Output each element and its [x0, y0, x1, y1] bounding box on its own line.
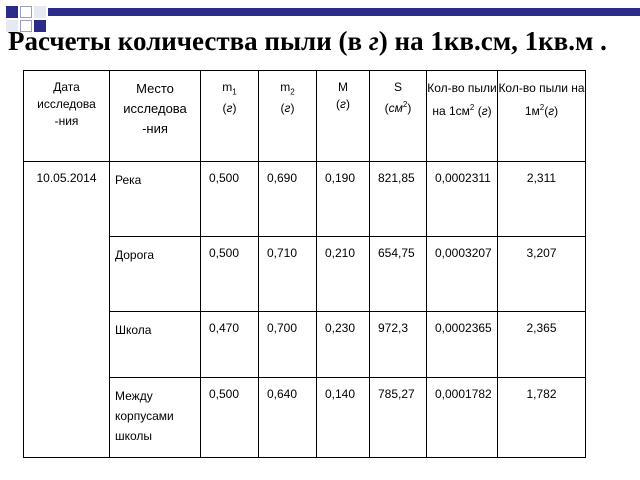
header-S: S $(см^2)$: [370, 71, 427, 162]
S-cell: 821,85: [370, 162, 427, 237]
M-cell: 0,210: [317, 237, 370, 312]
m1-cell: 0,500: [201, 237, 259, 312]
table-row: [24, 162, 586, 237]
header-dust-per-cm: Кол-во пыли на $1см^2$ (г): [427, 71, 498, 162]
per-m-cell: 2,311: [498, 162, 586, 237]
decor-square: [6, 6, 18, 18]
M-cell: 0,190: [317, 162, 370, 237]
place-cell: Дорога: [110, 237, 201, 312]
per-cm-cell: 0,0003207: [427, 237, 498, 312]
slide-title: [8, 26, 636, 57]
m2-cell: 0,640: [259, 378, 317, 458]
S-cell: 785,27: [370, 378, 427, 458]
m2-cell: 0,690: [259, 162, 317, 237]
header-row: [24, 71, 586, 162]
header-M: M (г): [317, 71, 370, 162]
decor-square: [34, 6, 46, 18]
decor-square: [20, 6, 32, 18]
title-suffix: ) на 1кв.см, 1кв.м .: [378, 26, 607, 56]
header-m2: $m_2$ (г): [259, 71, 317, 162]
title-unit: г: [368, 26, 379, 56]
header-date: Дата исследова -ния: [24, 71, 110, 162]
per-m-cell: 1,782: [498, 378, 586, 458]
per-m-cell: 2,365: [498, 312, 586, 378]
M-cell: 0,230: [317, 312, 370, 378]
m1-cell: 0,470: [201, 312, 259, 378]
m1-cell: 0,500: [201, 162, 259, 237]
M-cell: 0,140: [317, 378, 370, 458]
per-cm-cell: 0,0001782: [427, 378, 498, 458]
date-cell: 10.05.2014: [24, 162, 110, 458]
per-m-cell: 3,207: [498, 237, 586, 312]
place-cell: Между корпусами школы: [110, 378, 201, 458]
place-cell: Школа: [110, 312, 201, 378]
per-cm-cell: 0,0002311: [427, 162, 498, 237]
S-cell: 654,75: [370, 237, 427, 312]
header-place: Место исследова -ния: [110, 71, 201, 162]
m1-cell: 0,500: [201, 378, 259, 458]
top-bar: [48, 8, 640, 16]
dust-table: [23, 70, 586, 458]
m2-cell: 0,700: [259, 312, 317, 378]
m2-cell: 0,710: [259, 237, 317, 312]
per-cm-cell: 0,0002365: [427, 312, 498, 378]
header-dust-per-m: Кол-во пыли на $1м^2(г)$: [498, 71, 586, 162]
S-cell: 972,3: [370, 312, 427, 378]
place-cell: Река: [110, 162, 201, 237]
title-prefix: Расчеты количества пыли (в: [8, 26, 369, 56]
header-m1: $m_1$ (г): [201, 71, 259, 162]
